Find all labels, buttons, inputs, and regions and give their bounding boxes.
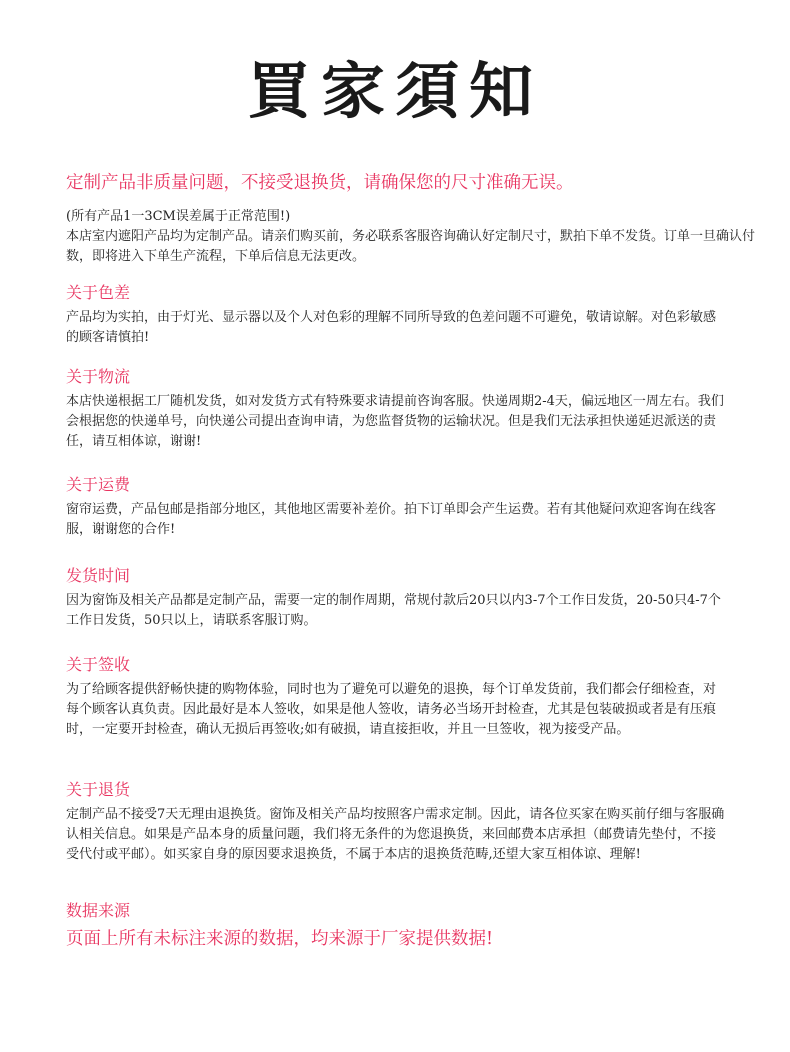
section-receipt <box>66 654 726 740</box>
section-heading: 关于运费 <box>66 475 131 494</box>
section-body: 窗帘运费，产品包邮是指部分地区，其他地区需要补差价。拍下订单即会产生运费。若有其他疑问欢迎客询在线客服，谢谢您的合作! <box>66 502 717 537</box>
section-heading: 关于签收 <box>66 655 131 674</box>
headline-notice: 定制产品非质量问题，不接受退换货，请确保您的尺寸准确无误。 <box>66 173 574 193</box>
intro-block <box>66 207 756 267</box>
intro-custom-note: 本店室内遮阳产品均为定制产品。请亲们购买前，务必联系客服咨询确认好定制尺寸，默拍下单不发货。订单一旦确认付数，即将进入下单生产流程，下单后信息无法更改。 <box>66 229 756 264</box>
section-logistics <box>66 366 726 452</box>
section-heading: 发货时间 <box>66 566 131 585</box>
section-heading: 关于色差 <box>66 283 131 302</box>
data-source-section <box>66 900 746 952</box>
data-source-statement: 页面上所有未标注来源的数据，均来源于厂家提供数据! <box>66 929 494 949</box>
section-body: 产品均为实拍，由于灯光、显示器以及个人对色彩的理解不同所导致的色差问题不可避免，敬请谅解。对色彩敏感的顾客请慎拍! <box>66 310 717 345</box>
section-body: 本店快递根据工厂随机发货，如对发货方式有特殊要求请提前咨询客服。快递周期2-4天，偏远地区一周左右。我们会根据您的快递单号，向快递公司提出查询申请，为您监督货物的运输状况。但是我们无法承担快递延迟派送的责任，请互相体谅，谢谢! <box>66 394 724 449</box>
section-heading: 关于退货 <box>66 780 131 799</box>
intro-tolerance-note: (所有产品1一3CM误差属于正常范围!) <box>66 209 291 224</box>
section-heading: 数据来源 <box>66 901 131 920</box>
section-body: 因为窗饰及相关产品都是定制产品，需要一定的制作周期，常规付款后20只以内3-7个工作日发货，20-50只4-7个工作日发货，50只以上，请联系客服订购。 <box>66 593 721 628</box>
section-body: 定制产品不接受7天无理由退换货。窗饰及相关产品均按照客户需求定制。因此，请各位买家在购买前仔细与客服确认相关信息。如果是产品本身的质量问题，我们将无条件的为您退换货，来回邮费本店承担（邮费请先垫付，不接受代付或平邮）。如买家自身的原因要求退换货，不属于本店的退换货范畴,还望大家互相体谅、理解! <box>66 807 725 862</box>
section-heading: 关于物流 <box>66 367 131 386</box>
page-title: 買家須知 <box>247 55 543 128</box>
section-delivery-time <box>66 565 726 631</box>
section-returns <box>66 779 726 865</box>
section-color-difference <box>66 282 726 348</box>
section-shipping-fee <box>66 474 726 540</box>
section-body: 为了给顾客提供舒畅快捷的购物体验，同时也为了避免可以避免的退换，每个订单发货前，我们都会仔细检查，对每个顾客认真负责。因此最好是本人签收，如果是他人签收，请务必当场开封检查，尤其是包装破损或者是有压痕时，一定要开封检查，确认无损后再签收;如有破损，请直接拒收，并且一旦签收，视为接受产品。 <box>66 682 717 737</box>
